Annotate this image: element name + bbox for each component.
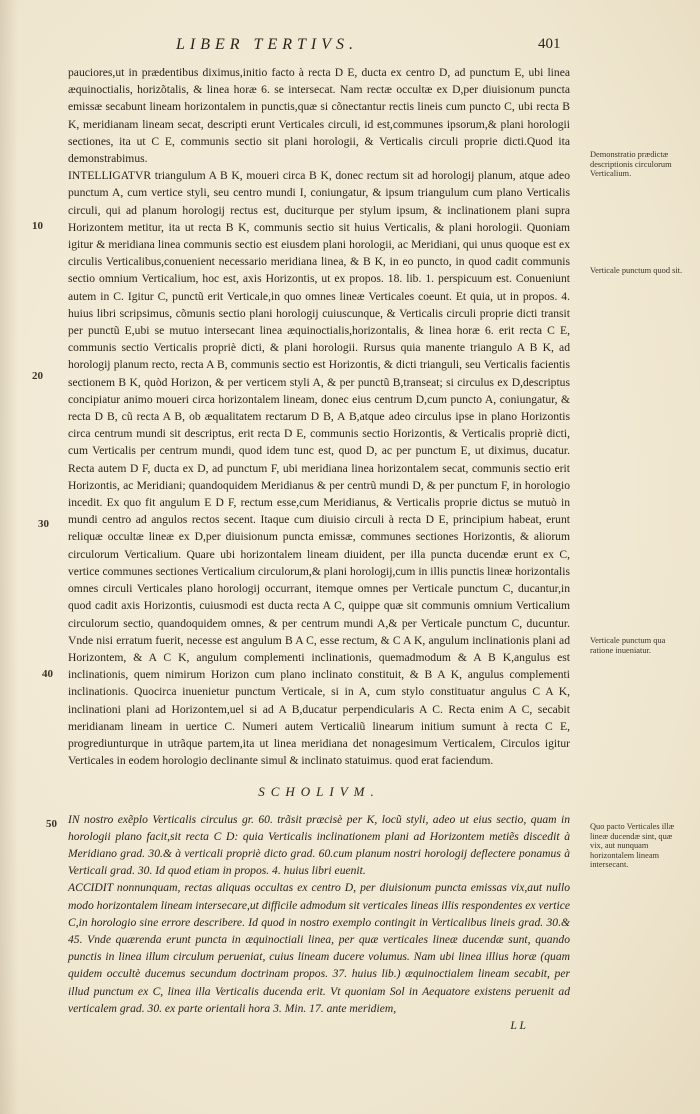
- line-number-50: 50: [46, 818, 57, 830]
- margin-note-inueniatur: Verticale punctum qua ratione inueniatur.: [590, 636, 666, 655]
- page-header: [0, 36, 700, 60]
- running-title: LIBER TERTIVS.: [176, 36, 358, 53]
- margin-note-verticale-punctum: Verticale punctum quod sit.: [590, 266, 683, 275]
- line-number-10: 10: [32, 220, 43, 232]
- line-number-20: 20: [32, 370, 43, 382]
- margin-note-quo-pacto: Quo pacto Verticales illæ lineæ ducendæ sint, quæ vix, aut nunquam horizontalem lineam intersecant.: [590, 822, 675, 870]
- scholium: [68, 783, 570, 1034]
- page-number: 401: [538, 36, 561, 52]
- main-text: [68, 64, 570, 1034]
- line-number-40: 40: [42, 668, 53, 680]
- line-number-30: 30: [38, 518, 49, 530]
- signature-mark: L L: [510, 1018, 526, 1032]
- margin-note-demonstratio: Demonstratio prædictæ descriptionis circulorum Verticalium.: [590, 150, 672, 179]
- paragraph-1: pauciores,ut in prædentibus diximus,initio facto à recta D E, ducta ex centro D, ad punctum E, ubi linea æquinoctialis, horizõtalis, & linea horæ 6. se intersecat. Nam rectæ occultæ ex D,per diuisionum puncta emissæ secabunt lineam horizontalem in punctis,quæ si cõnectantur rectis lineis cum puncto C, ubi recta B K, meridianam lineam secat, descripti erunt Verticales circuli, id est,communes ipsorum,& plani horologii sectiones, ita ut C E, communis sectio sit plani horologii, & Verticalis circuli proprie dicti.Quod ita demonstrabimus.: [68, 66, 570, 166]
- scholium-title: SCHOLIVM.: [258, 784, 380, 800]
- paragraph-2: INTELLIGATVR triangulum A B K, moueri circa B K, donec rectum sit ad horologij planum, atque adeo punctum A, cum vertice styli, seu centro mundi I, coniungatur, & ipsum triangulum cum plano Verticalis circuli, qui ad planum horologij rectus est, duciturque per stylum ipsum, & inclinationem plani supra Horizontem metitur, ita ut recta B K, communis sectio sit huius Verticalis, & plani horologii. Quoniam igitur & meridiana linea communis sectio est eiusdem plani horologii, ac Meridiani, qui unus quoque est ex circulis Verticalibus,conuenient necessario meridiana linea, & B K, in eo puncto, in quod cadit communis sectio omnium Verticalium, hoc est, axis Horizontis, ut ex propos. 18. lib. 1. perspicuum est. Conueniunt autem in C. Igitur C, punctũ erit Verticale,in quo omnes lineæ Verticales coeunt. Et quia, ut in propos. 4. huius libri scripsimus, cõmunis sectio plani horologij cuiuscunque, & Verticalis circuli proprie dicti transit per punctũ E,ubi se mutuo intersecant linea æquinoctialis,horizontalis, & linea horæ 6. erit recta C E, communis sectio Verticalis propriè dicti, & plani horologii. Rursus quia manente triangulo A B K, ad horologij planum recto, recta A B, communis sectio est Horizontis, & dicti trianguli, seu Verticalis facientis sectionem B K, quòd Horizon, & per verticem styli A, & per punctũ B,transeat; si circulus ex D,descriptus concipiatur animo moueri circa horizontalem lineam, donec eius centrum D,cum puncto A, coniungatur, & recta D B, cũ recta A B, ob æqualitatem rectarum D B, A B,atque adeo circulus ipse in plano Horizontis circa centrum mundi sit descriptus, erit recta D E, communis sectio Horizontis, & Verticalis propriè dicti, cum Verticalis per centrum mundi, quod idem tunc est, quod D, ac per punctum E, ut diximus, ducatur. Recta autem D F, ducta ex D, ad punctum F, ubi meridiana linea horizontalem secat, communis sectio erit Horizontis, ac Meridiani; quandoquidem Meridianus & per centrũ mundi D, & per punctum F, in horologio incedit. Ex quo fit angulum E D F, rectum esse,cum Meridianus, & Verticalis proprie dictus se mutuò in mundi centro ad angulos rectos secent. Itaque cum diuisio circuli à recta D E, principium habeat, erunt reliquæ occultæ lineæ ex D,per diuisionum puncta emissæ, communes sectiones Horizontis, & aliorum circulorum Verticalium. Quare ubi horizontalem lineam diuident, per illa puncta ducendæ erunt ex C, vertice communes sectiones Verticalium circulorum,& plani horologij,cum in illis punctis lineæ horizontalis omnes circuli Verticales plano horologij occurrant, itemque omnes per Verticale punctum C, ducantur,in quod cadit axis Horizontis, cuiusmodi est ducta recta A C, quippe quæ sit communis omnium Verticalium circulorum sectio, quandoquidem omnes, & per centrum mundi A,& per Verticale punctum C, ducuntur. Vnde nisi erratum fuerit, necesse est angulum B A C, esse rectum, & C A K, angulum inclinationis plani ad Horizontem, & A C K, angulum complementi inclinationis, quemadmodum & A B K,angulus est inclinationis, quem nimirum Horizon cum plano inclinato constituit, & B A K, angulus complementi inclinationis. Quocirca inuenietur punctum Verticale, si in A, cum stylo constituatur angulus C A K, inclinationi plani ad Horizontem,uel si ad A B,ducatur perpendicularis A C. Recta enim A C, secabit meridianam lineam in uertice C. Numeri autem Verticaliũ linearum initium sumunt à recta C E, progrediunturque in utrãque partem,ita ut linea meridiana det nonagesimum Verticalem, Circulos igitur Verticales in eodem horologio declinante simul & inclinato statuimus. quod erat faciendum.: [68, 169, 570, 768]
- scholium-paragraph-2: ACCIDIT nonnunquam, rectas aliquas occultas ex centro D, per diuisionum puncta emissas vix,aut nullo modo horizontalem lineam intersecare,ut difficile admodum sit verticales lineas illis respondentes ex vertice C,in horologio sine errore describere. Id quod in nostro exemplo contingit in Verticalibus lineis grad. 30.& 45. Vnde quærenda erunt puncta in æquinoctiali linea, per quæ verticales lineæ ducendæ sunt, quando punctis in linea illum circulum perueniat, cuius lineam ducere volumus. Nam ubi linea illius horæ (quam quidem occultè ducemus secundum doctrinam propos. 37. huius lib.) æquinoctialem lineam secabit, per illud punctum ex C, linea illa Verticalis ducenda erit. Vt quoniam Sol in Aequatore existens peruenit ad verticalem grad. 30. ex parte orientali hora 3. Min. 17. ante meridiem,: [68, 881, 570, 1015]
- binding-shadow: [0, 0, 18, 1114]
- scholium-paragraph-1: IN nostro exẽplo Verticalis circulus gr. 60. trãsit præcisè per K, locũ styli, adeo ut eius sectio, quam in horologii plano facit,sit recta C D: quia Verticalis inclinationem plani ad Horizontem metiẽs discedit à Meridiano grad. 30.& à verticali propriè dicto grad. 60.cum planum nostri horologij deflectere ponamus à Verticali grad. 30. Id quod etiam in propos. 4. huius libri euenit.: [68, 812, 570, 878]
